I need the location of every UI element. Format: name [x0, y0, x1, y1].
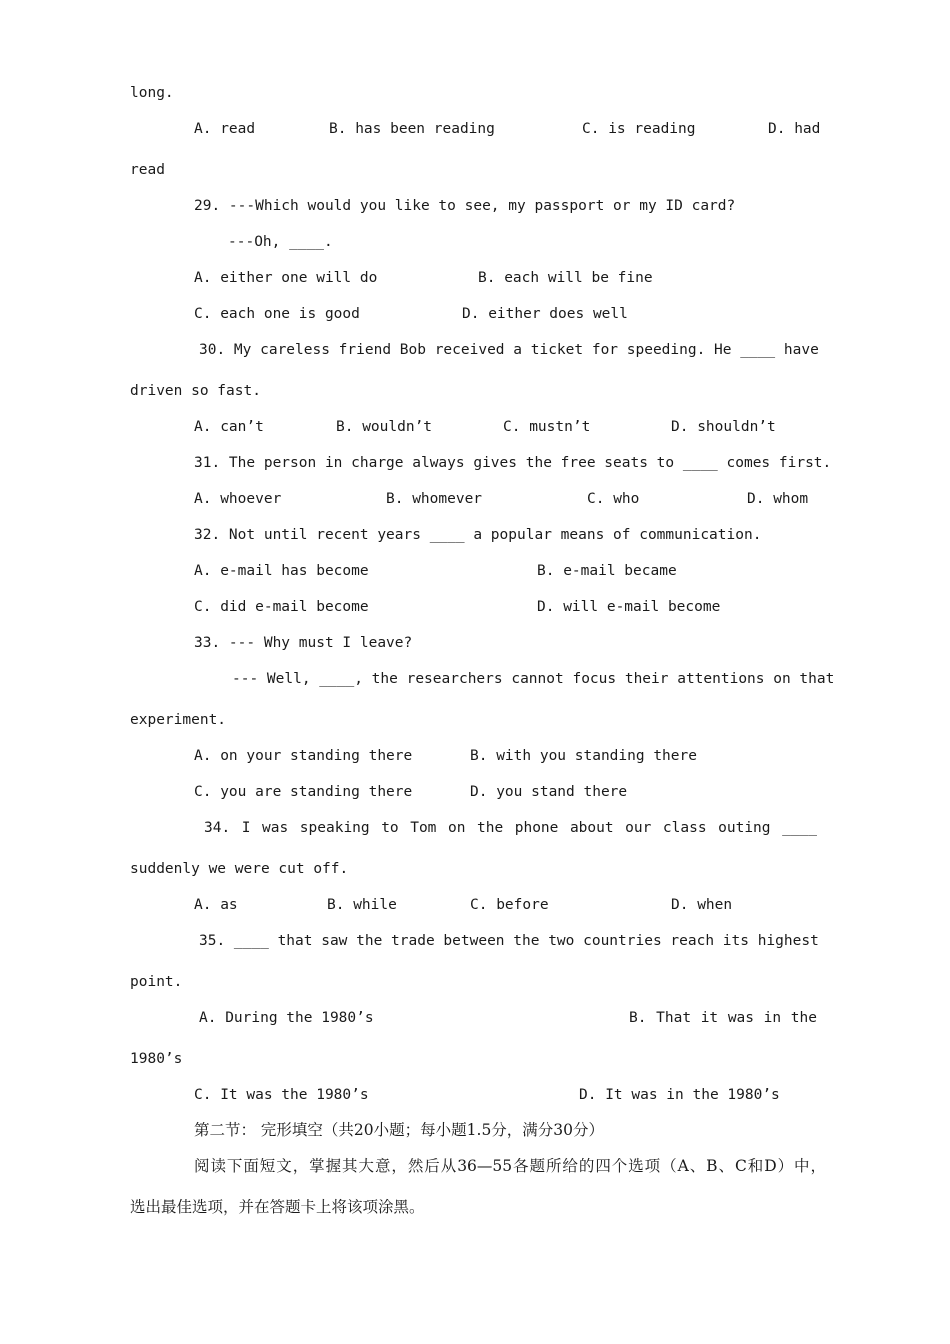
q32-option-b: B. e-mail became [537, 563, 677, 579]
q31-option-c: C. who [587, 491, 640, 507]
q33-reply-wrap: experiment. [130, 712, 227, 728]
q31-stem: 31. The person in charge always gives the free seats to ____ comes first. [194, 455, 832, 471]
q29-reply: ---Oh, ____. [228, 234, 333, 250]
q30-option-c: C. mustn’t [503, 419, 591, 435]
q28-option-a: A. read [194, 121, 256, 137]
q35-option-a: A. During the 1980’s [199, 1010, 374, 1026]
q34-option-b: B. while [327, 897, 397, 913]
q31-option-d: D. whom [747, 491, 809, 507]
q31-option-a: A. whoever [194, 491, 282, 507]
q30-stem: 30. My careless friend Bob received a ticket for speeding. He ____ have [199, 342, 819, 358]
q28-option-d: D. had [768, 121, 821, 137]
section2-instruction-line1: 阅读下面短文，掌握其大意，然后从36—55各题所给的四个选项（A、B、C和D）中， [194, 1157, 826, 1175]
q35-stem: 35. ____ that saw the trade between the two countries reach its highest [199, 933, 819, 949]
q29-option-d: D. either does well [462, 306, 628, 322]
q35-option-b-wrap: 1980’s [130, 1051, 183, 1067]
q29-stem: 29. ---Which would you like to see, my passport or my ID card? [194, 198, 736, 214]
q30-option-d: D. shouldn’t [671, 419, 776, 435]
q32-option-d: D. will e-mail become [537, 599, 721, 615]
q35-option-b: B. That it was in the [629, 1010, 817, 1026]
q34-stem-wrap: suddenly we were cut off. [130, 861, 349, 877]
q30-option-a: A. can’t [194, 419, 264, 435]
q29-option-a: A. either one will do [194, 270, 378, 286]
q31-option-b: B. whomever [386, 491, 483, 507]
q33-reply: --- Well, ____, the researchers cannot focus their attentions on that [232, 671, 835, 687]
q30-stem-wrap: driven so fast. [130, 383, 261, 399]
section2-heading: 第二节： 完形填空（共20小题；每小题1.5分，满分30分） [194, 1121, 605, 1139]
q34-option-a: A. as [194, 897, 238, 913]
q28-option-c: C. is reading [582, 121, 696, 137]
q29-option-c: C. each one is good [194, 306, 360, 322]
q34-option-c: C. before [470, 897, 549, 913]
q33-option-a: A. on your standing there [194, 748, 413, 764]
section2-instruction-line2: 选出最佳选项，并在答题卡上将该项涂黑。 [130, 1198, 425, 1216]
q28-tail: long. [130, 85, 174, 101]
q33-option-c: C. you are standing there [194, 784, 413, 800]
q30-option-b: B. wouldn’t [336, 419, 433, 435]
q34-stem: 34. I was speaking to Tom on the phone about our class outing ____ [204, 820, 817, 836]
q33-option-d: D. you stand there [470, 784, 628, 800]
q35-stem-wrap: point. [130, 974, 183, 990]
q28-option-d-wrap: read [130, 162, 165, 178]
q32-option-c: C. did e-mail become [194, 599, 369, 615]
q29-option-b: B. each will be fine [478, 270, 653, 286]
q34-option-d: D. when [671, 897, 733, 913]
q32-stem: 32. Not until recent years ____ a popular means of communication. [194, 527, 762, 543]
q32-option-a: A. e-mail has become [194, 563, 369, 579]
q33-option-b: B. with you standing there [470, 748, 697, 764]
q33-stem: 33. --- Why must I leave? [194, 635, 413, 651]
q28-option-b: B. has been reading [329, 121, 495, 137]
q35-option-c: C. It was the 1980’s [194, 1087, 369, 1103]
q35-option-d: D. It was in the 1980’s [579, 1087, 780, 1103]
